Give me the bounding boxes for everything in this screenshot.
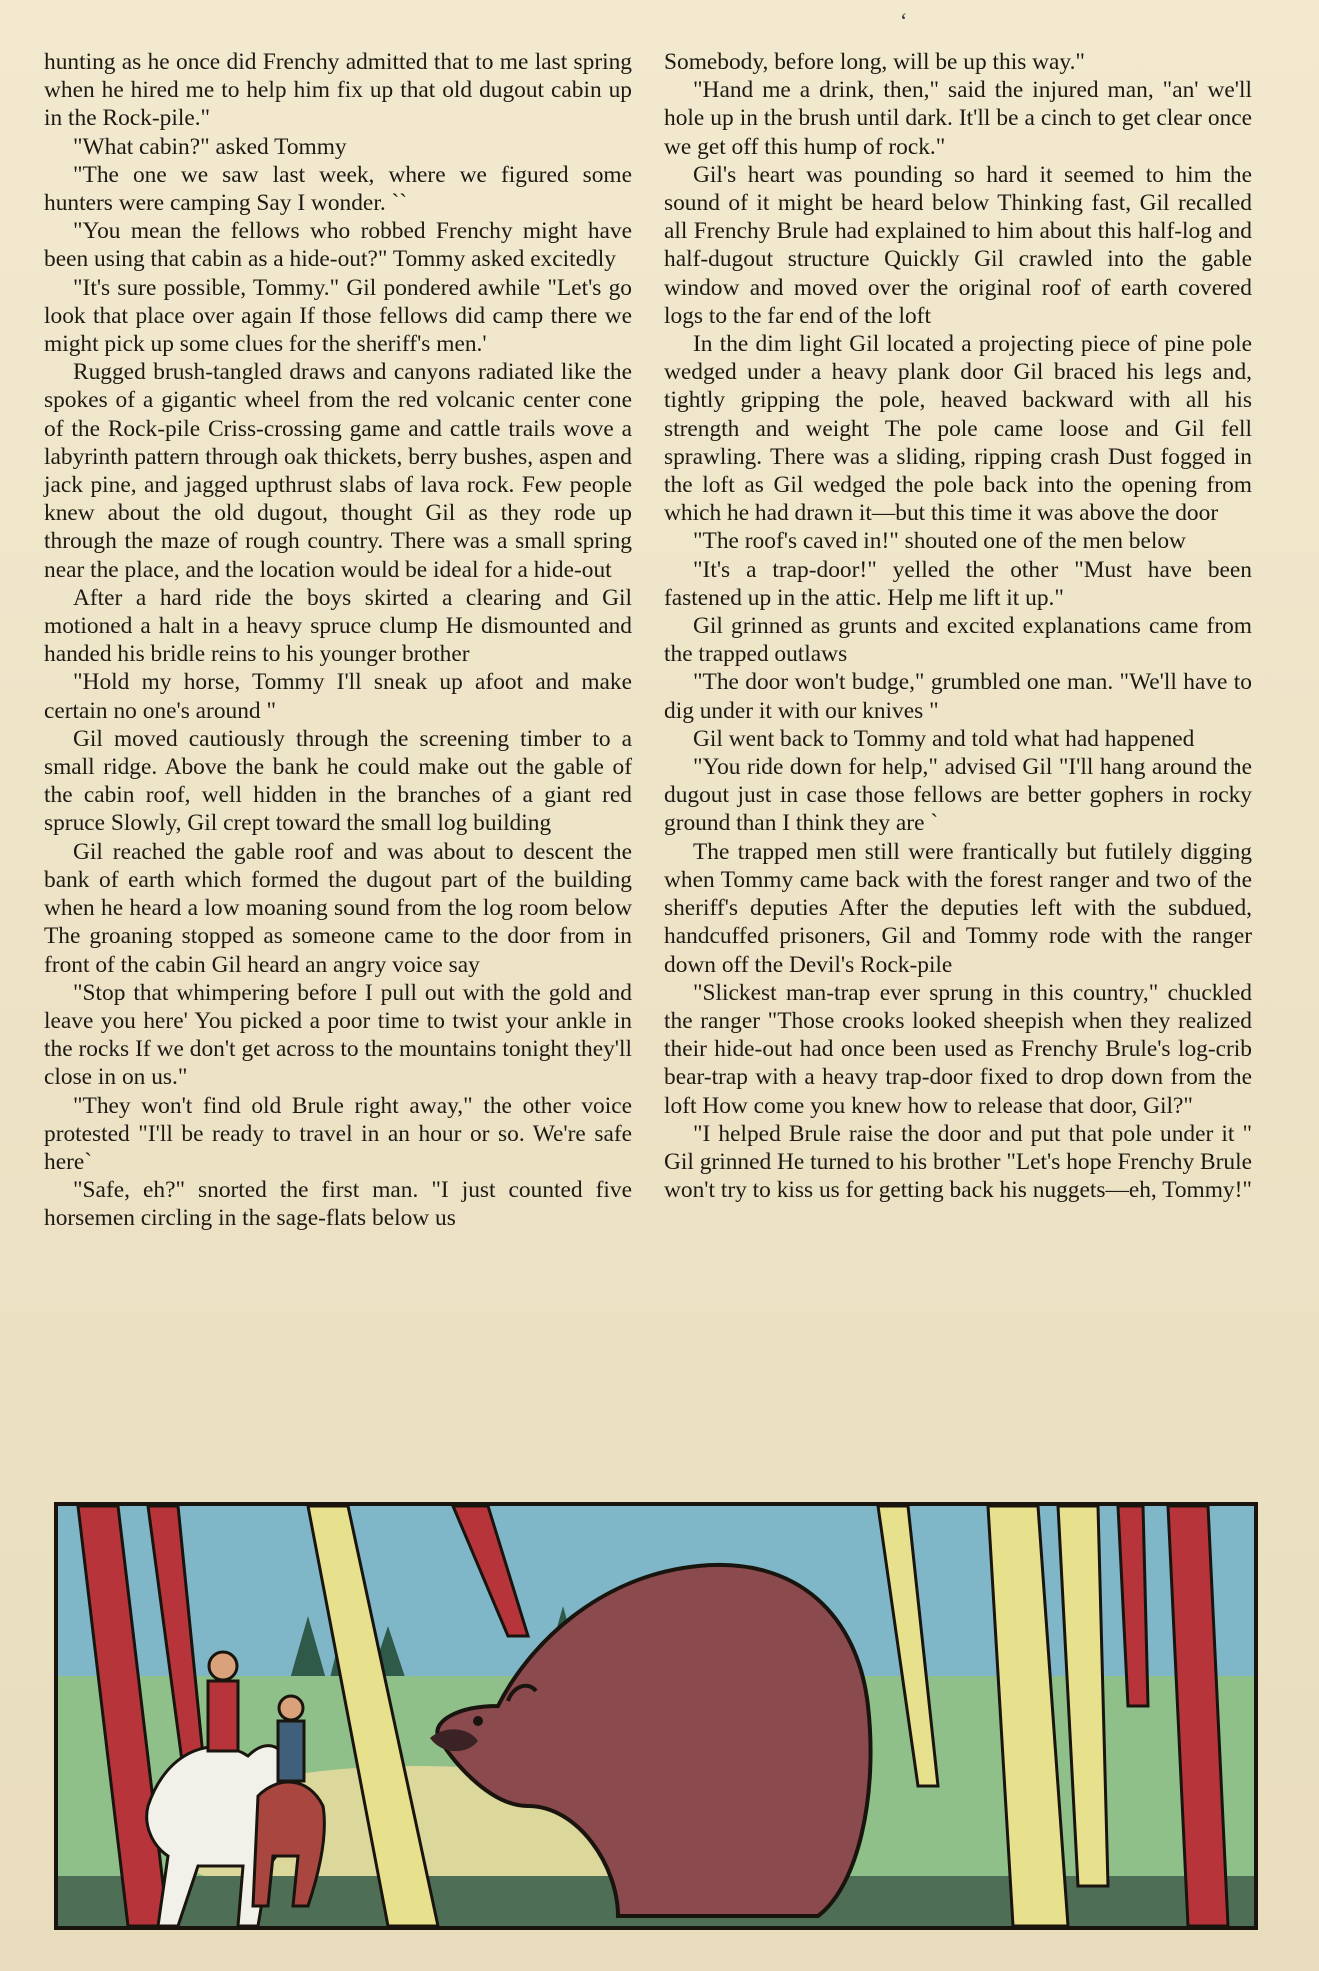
left-paragraph-9: Gil moved cautiously through the screening timber to a small ridge. Above the bank he could make out the gable of the cabin roof, well hidden in the branches of a giant red spruce Slowly, Gil crept toward the small log building [44,725,632,837]
left-paragraph-8: "Hold my horse, Tommy I'll sneak up afoot and make certain no one's around " [44,669,632,724]
right-paragraph-1: Somebody, before long, will be up this way." [664,49,1085,75]
left-paragraph-7: After a hard ride the boys skirted a clearing and Gil motioned a halt in a heavy spruce clump He dismounted and handed his bridle reins to his younger brother [44,584,632,668]
print-mark: ʻ [900,8,908,33]
bear-and-riders-illustration [58,1506,1254,1926]
right-paragraph-10: "You ride down for help," advised Gil "I'll hang around the dugout just in case those fellows are better gophers in rocky ground than I think they are ` [664,754,1252,837]
left-paragraph-4: "You mean the fellows who robbed Frenchy might have been using that cabin as a hide-out?" Tommy asked excitedly [44,218,632,273]
right-paragraph-7: Gil grinned as grunts and excited explanations came from the trapped outlaws [664,613,1252,668]
left-paragraph-10: Gil reached the gable roof and was about to descent the bank of earth which formed the dugout part of the building when he heard a low moaning sound from the log room below The groaning stopped as someone came to the door from in front of the cabin Gil heard an angry voice say [44,838,632,978]
right-paragraph-13: "I helped Brule raise the door and put that pole under it " Gil grinned He turned to his brother "Let's hope Frenchy Brule won't try to kiss us for getting back his nuggets—eh, Tommy!" [664,1120,1252,1204]
right-paragraph-4: In the dim light Gil located a projecting piece of pine pole wedged under a heavy plank door Gil braced his legs and, tightly gripping the pole, heaved backward with all his strength and weight The pole came loose and Gil fell sprawling. There was a sliding, ripping crash Dust fogged in the loft as Gil wedged the pole back into the opening from which he had drawn it—but this time it was above the door [664,331,1252,527]
right-paragraph-8: "The door won't budge," grumbled one man. "We'll have to dig under it with our knives " [664,669,1252,724]
illustration-panel [54,1502,1258,1930]
right-paragraph-5: "The roof's caved in!" shouted one of the men below [693,528,1186,555]
left-text-column [44,48,632,1233]
right-paragraph-2: "Hand me a drink, then," said the injured man, "an' we'll hole up in the brush until dark. It'll be a cinch to get clear once we get off this hump of rock." [664,77,1252,160]
left-paragraph-11: "Stop that whimpering before I pull out with the gold and leave you here' You picked a poor time to twist your ankle in the rocks If we don't get across to the mountains tonight they'll close in on us." [44,979,632,1091]
left-paragraph-13: "Safe, eh?" snorted the first man. "I just counted five horsemen circling in the sage-flats below us [44,1177,632,1232]
left-paragraph-2: "What cabin?" asked Tommy [73,133,347,160]
right-paragraph-11: The trapped men still were frantically but futilely digging when Tommy came back with the forest ranger and two of the sheriff's deputies After the deputies left with the subdued, handcuffed prisoners, Gil and Tommy rode with the ranger down off the Devil's Rock-pile [664,838,1252,978]
left-paragraph-5: "It's sure possible, Tommy." Gil pondered awhile "Let's go look that place over again If those fellows did camp there we might pick up some clues for the sheriff's men.' [44,274,632,358]
right-paragraph-9: Gil went back to Tommy and told what had happened [693,725,1195,752]
right-text-column [664,48,1252,1204]
right-paragraph-12: "Slickest man-trap ever sprung in this country," chuckled the ranger "Those crooks looked sheepish when they realized their hide-out had once been used as Frenchy Brule's log-crib bear-trap with a heavy trap-door fixed to drop down from the loft How come you knew how to release that door, Gil?" [664,979,1252,1119]
right-paragraph-6: "It's a trap-door!" yelled the other "Must have been fastened up in the attic. Help me lift it up." [664,556,1252,611]
left-paragraph-6: Rugged brush-tangled draws and canyons radiated like the spokes of a gigantic wheel from the red volcanic center cone of the Rock-pile Criss-crossing game and cattle trails wove a labyrinth pattern through oak thickets, berry bushes, aspen and jack pine, and jagged upthrust slabs of lava rock. Few people knew about the old dugout, thought Gil as they rode up through the maze of rough country. There was a small spring near the place, and the location would be ideal for a hide-out [44,359,632,583]
right-paragraph-3: Gil's heart was pounding so hard it seemed to him the sound of it might be heard below Thinking fast, Gil recalled all Frenchy Brule had explained to him about this half-log and half-dugout structure Quickly Gil crawled into the gable window and moved over the original roof of earth covered logs to the far end of the loft [664,161,1252,329]
left-paragraph-3: "The one we saw last week, where we figured some hunters were camping Say I wonder. `` [44,161,632,217]
left-paragraph-12: "They won't find old Brule right away," the other voice protested "I'll be ready to travel in an hour or so. We're safe here` [44,1092,632,1175]
left-paragraph-1: hunting as he once did Frenchy admitted that to me last spring when he hired me to help him fix up that old dugout cabin up in the Rock-pile." [44,49,632,132]
